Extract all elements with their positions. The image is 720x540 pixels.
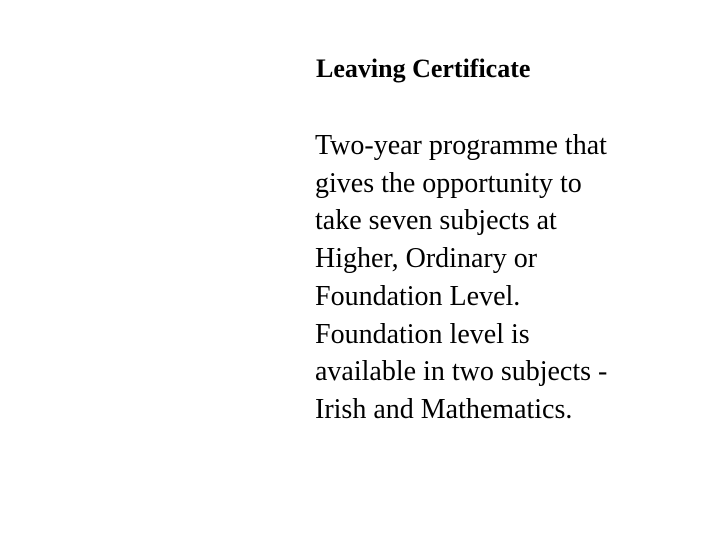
slide-body [315, 127, 675, 429]
body-line: Two-year programme that [315, 130, 607, 161]
body-line: take seven subjects at [315, 205, 557, 237]
slide-title: Leaving Certificate [316, 54, 531, 83]
body-line: Irish and Mathematics. [315, 393, 573, 425]
body-line: Foundation Level. [315, 280, 521, 312]
body-line: Foundation level is [315, 318, 530, 350]
body-line: gives the opportunity to [315, 167, 582, 199]
body-line: available in two subjects - [315, 356, 608, 388]
body-line: Higher, Ordinary or [315, 243, 538, 275]
